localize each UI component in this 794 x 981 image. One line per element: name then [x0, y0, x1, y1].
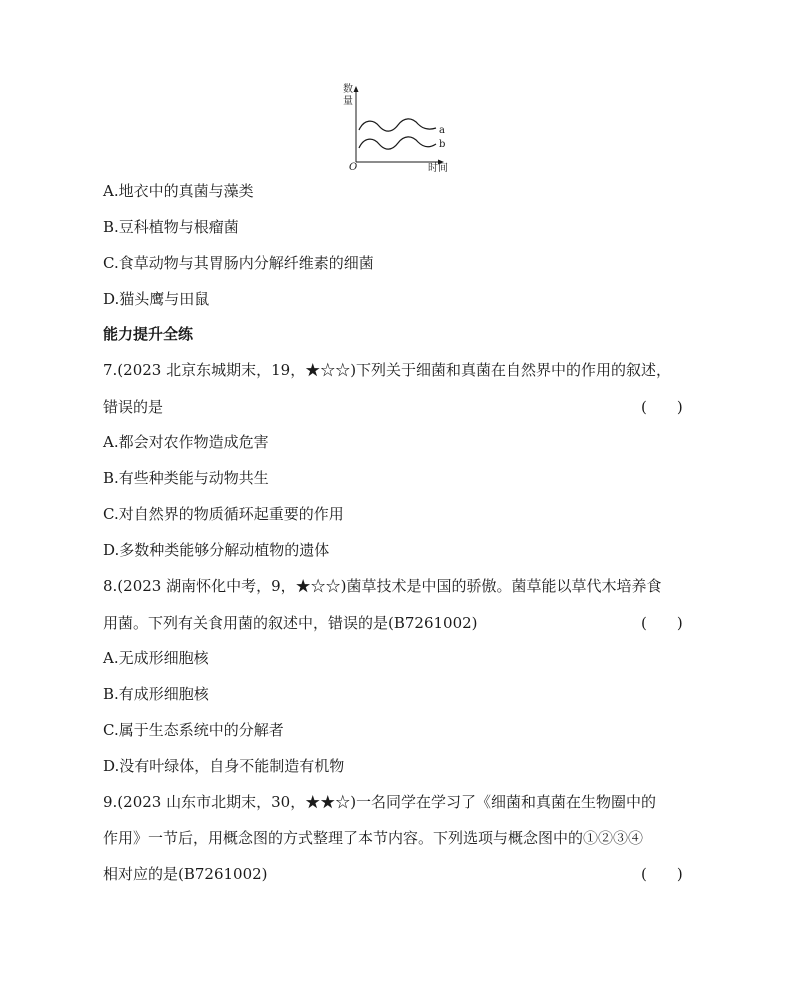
- q8-stem-line1: 8.(2023 湖南怀化中考，9，★☆☆)菌草技术是中国的骄傲。菌草能以草代木培养食: [103, 577, 662, 595]
- x-axis-label: 时间: [428, 163, 448, 174]
- q8-stem-line2: 用菌。下列有关食用菌的叙述中，错误的是(B7261002): [103, 614, 478, 632]
- q7-option-a: A.都会对农作物造成危害: [103, 433, 269, 451]
- q7-option-b: B.有些种类能与动物共生: [103, 469, 269, 487]
- curve-a-label: a: [439, 125, 445, 136]
- y-axis-label-2: 量: [343, 96, 353, 107]
- q7-stem-line1: 7.(2023 北京东城期末，19，★☆☆)下列关于细菌和真菌在自然界中的作用的叙述，: [103, 361, 672, 379]
- y-axis-label-1: 数: [343, 84, 353, 95]
- q7-option-c: C.对自然界的物质循环起重要的作用: [103, 505, 344, 523]
- q8-option-c: C.属于生态系统中的分解者: [103, 721, 284, 739]
- q8-option-b: B.有成形细胞核: [103, 685, 209, 703]
- q6-option-a: A.地衣中的真菌与藻类: [103, 182, 254, 200]
- q8-option-a: A.无成形细胞核: [103, 649, 209, 667]
- section-title: 能力提升全练: [103, 325, 194, 343]
- curve-b: [359, 137, 436, 149]
- q7-answer-blank: ( ): [641, 398, 683, 416]
- q9-stem-line1: 9.(2023 山东市北期末，30，★★☆)一名同学在学习了《细菌和真菌在生物圈中的: [103, 793, 657, 811]
- q7-stem-line2: 错误的是: [103, 398, 164, 416]
- q6-option-d: D.猫头鹰与田鼠: [103, 290, 210, 308]
- q8-answer-blank: ( ): [641, 614, 683, 632]
- q9-answer-blank: ( ): [641, 865, 683, 883]
- q6-option-b: B.豆科植物与根瘤菌: [103, 218, 239, 236]
- q9-stem-line2: 作用》一节后，用概念图的方式整理了本节内容。下列选项与概念图中的①②③④: [103, 829, 644, 847]
- q9-stem-line3: 相对应的是(B7261002): [103, 865, 268, 883]
- q8-option-d: D.没有叶绿体，自身不能制造有机物: [103, 757, 345, 775]
- population-graph: [340, 82, 460, 174]
- y-axis-arrow: [354, 86, 359, 92]
- curve-b-label: b: [439, 139, 446, 150]
- curve-a: [359, 119, 436, 131]
- q7-option-d: D.多数种类能够分解动植物的遗体: [103, 541, 330, 559]
- q6-option-c: C.食草动物与其胃肠内分解纤维素的细菌: [103, 254, 374, 272]
- origin-label: O: [349, 162, 358, 173]
